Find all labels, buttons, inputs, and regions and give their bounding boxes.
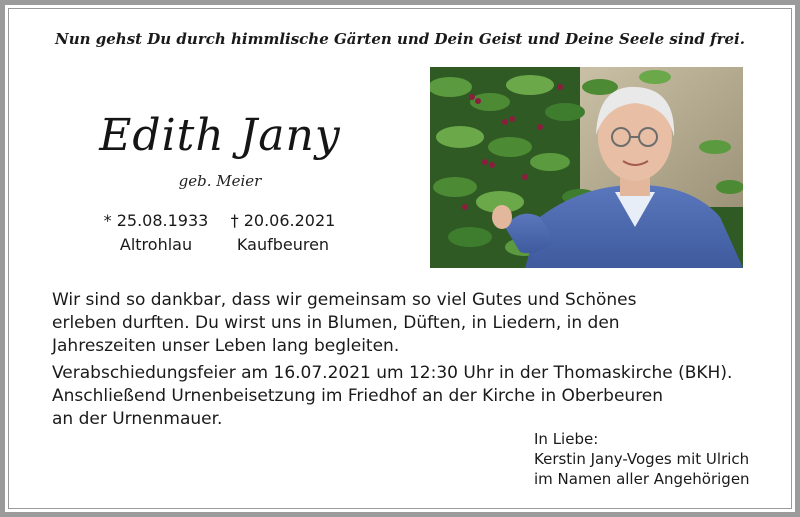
tribute-paragraph bbox=[52, 289, 724, 358]
birth-place: Altrohlau bbox=[119, 235, 193, 254]
birth-info bbox=[100, 209, 212, 257]
tribute-line: erleben durften. Du wirst uns in Blumen, Düften, in Liedern, in den bbox=[52, 313, 620, 333]
motto-quote: Nun gehst Du durch himmlische Gärten und Dein Geist und Deine Seele sind frei. bbox=[55, 30, 745, 48]
ceremony-paragraph bbox=[52, 362, 733, 431]
signature-line: im Namen aller Angehörigen bbox=[534, 470, 750, 488]
ceremony-line: an der Urnenmauer. bbox=[52, 409, 223, 429]
birth-date: * 25.08.1933 bbox=[103, 211, 209, 230]
tribute-line: Wir sind so dankbar, dass wir gemeinsam so viel Gutes und Schönes bbox=[52, 290, 637, 310]
portrait-photo bbox=[430, 67, 743, 268]
signature-block bbox=[534, 429, 750, 489]
tribute-line: Jahreszeiten unser Leben lang begleiten. bbox=[52, 336, 400, 356]
ceremony-line: Verabschiedungsfeier am 16.07.2021 um 12:30 Uhr in der Thomaskirche (BKH). bbox=[52, 363, 733, 383]
signature-line: Kerstin Jany-Voges mit Ulrich bbox=[534, 450, 750, 468]
maiden-name: geb. Meier bbox=[178, 172, 262, 190]
death-place: Kaufbeuren bbox=[236, 235, 330, 254]
deceased-name: Edith Jany bbox=[99, 110, 341, 161]
ceremony-line: Anschließend Urnenbeisetzung im Friedhof an der Kirche in Oberbeuren bbox=[52, 386, 664, 406]
obituary-text bbox=[52, 289, 733, 431]
death-date: † 20.06.2021 bbox=[230, 211, 336, 230]
signature-line: In Liebe: bbox=[534, 430, 599, 448]
portrait-illustration bbox=[430, 67, 743, 268]
death-info bbox=[226, 209, 340, 257]
